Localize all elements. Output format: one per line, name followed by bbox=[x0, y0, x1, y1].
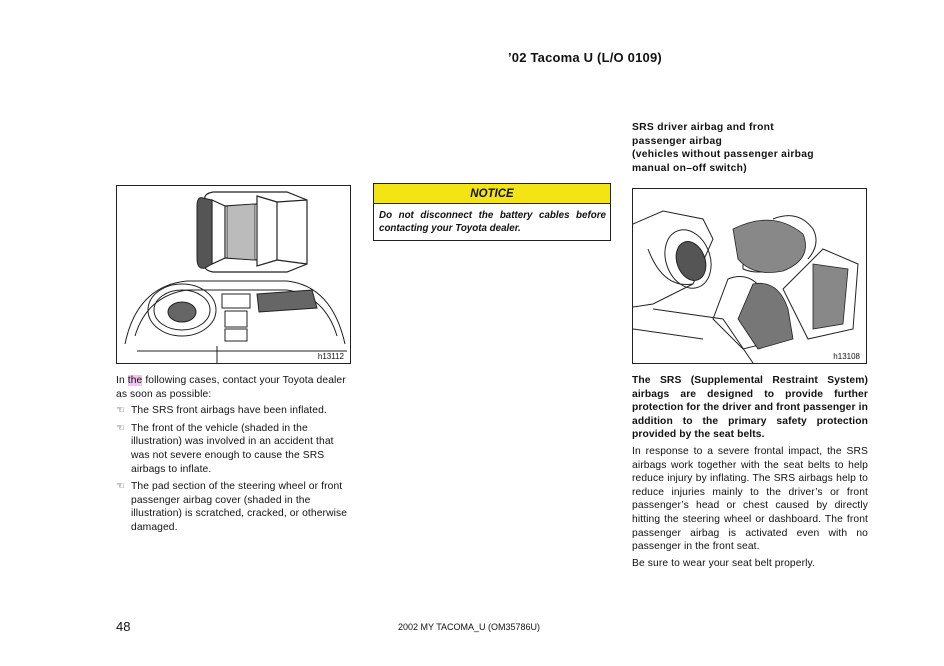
pointing-hand-icon: ☜ bbox=[116, 422, 126, 434]
page-number: 48 bbox=[116, 619, 131, 634]
intro-rest: following cases, contact your Toyota dealer as soon as possible: bbox=[116, 375, 346, 400]
section-heading bbox=[632, 121, 872, 175]
truck-dashboard-illustration bbox=[117, 186, 350, 363]
notice-box bbox=[373, 183, 611, 241]
srs-description: In response to a severe frontal impact, the SRS airbags work together with the seat belts to help reduce injury by inflating. The SRS airbags help to reduce injuries mainly to the driver’s or front passenger’s head or chest caused by directly hitting the steering wheel or dashboard. The front passenger airbag is activated even with no passenger in the front seat. bbox=[632, 445, 868, 553]
figure-code: h13112 bbox=[317, 352, 344, 361]
list-item-text: The SRS front airbags have been inflated. bbox=[131, 405, 327, 417]
figure-code: h13108 bbox=[833, 352, 860, 361]
notice-body: Do not disconnect the battery cables before contacting your Toyota dealer. bbox=[379, 210, 606, 234]
notice-title: NOTICE bbox=[374, 184, 610, 204]
figure-truck-dashboard bbox=[116, 185, 351, 364]
intro-paragraph bbox=[116, 374, 354, 401]
section-heading-line: passenger airbag bbox=[632, 135, 723, 147]
footer-doc-id: 2002 MY TACOMA_U (OM35786U) bbox=[398, 622, 541, 632]
pointing-hand-icon: ☜ bbox=[116, 405, 126, 417]
figure-airbags bbox=[632, 188, 867, 364]
srs-description-bold: The SRS (Supplemental Restraint System) airbags are designed to provide further protection for the driver and front passenger in addition to the primary safety protection provided by the seat belts. bbox=[632, 375, 868, 441]
left-column-text bbox=[116, 374, 354, 539]
list-item-text: The front of the vehicle (shaded in the illustration) was involved in an accident that was not severe enough to cause the SRS airbags to inflate. bbox=[131, 422, 334, 475]
section-heading-line: manual on–off switch) bbox=[632, 162, 747, 174]
section-heading-line: SRS driver airbag and front bbox=[632, 122, 774, 133]
intro-prefix: In bbox=[116, 375, 128, 386]
list-item bbox=[116, 422, 354, 476]
case-list bbox=[116, 404, 354, 534]
airbag-illustration bbox=[633, 189, 866, 363]
seat-belt-reminder: Be sure to wear your seat belt properly. bbox=[632, 557, 815, 569]
pointing-hand-icon: ☜ bbox=[116, 481, 126, 493]
page-header-title: ’02 Tacoma U (L/O 0109) bbox=[508, 50, 662, 65]
highlighted-word: the bbox=[127, 375, 143, 386]
section-heading-line: (vehicles without passenger airbag bbox=[632, 149, 814, 161]
right-column-text bbox=[632, 374, 868, 573]
list-item bbox=[116, 404, 354, 418]
list-item bbox=[116, 480, 354, 534]
list-item-text: The pad section of the steering wheel or front passenger airbag cover (shaded in the illustration) is scratched, cracked, or otherwise damaged. bbox=[131, 481, 348, 533]
